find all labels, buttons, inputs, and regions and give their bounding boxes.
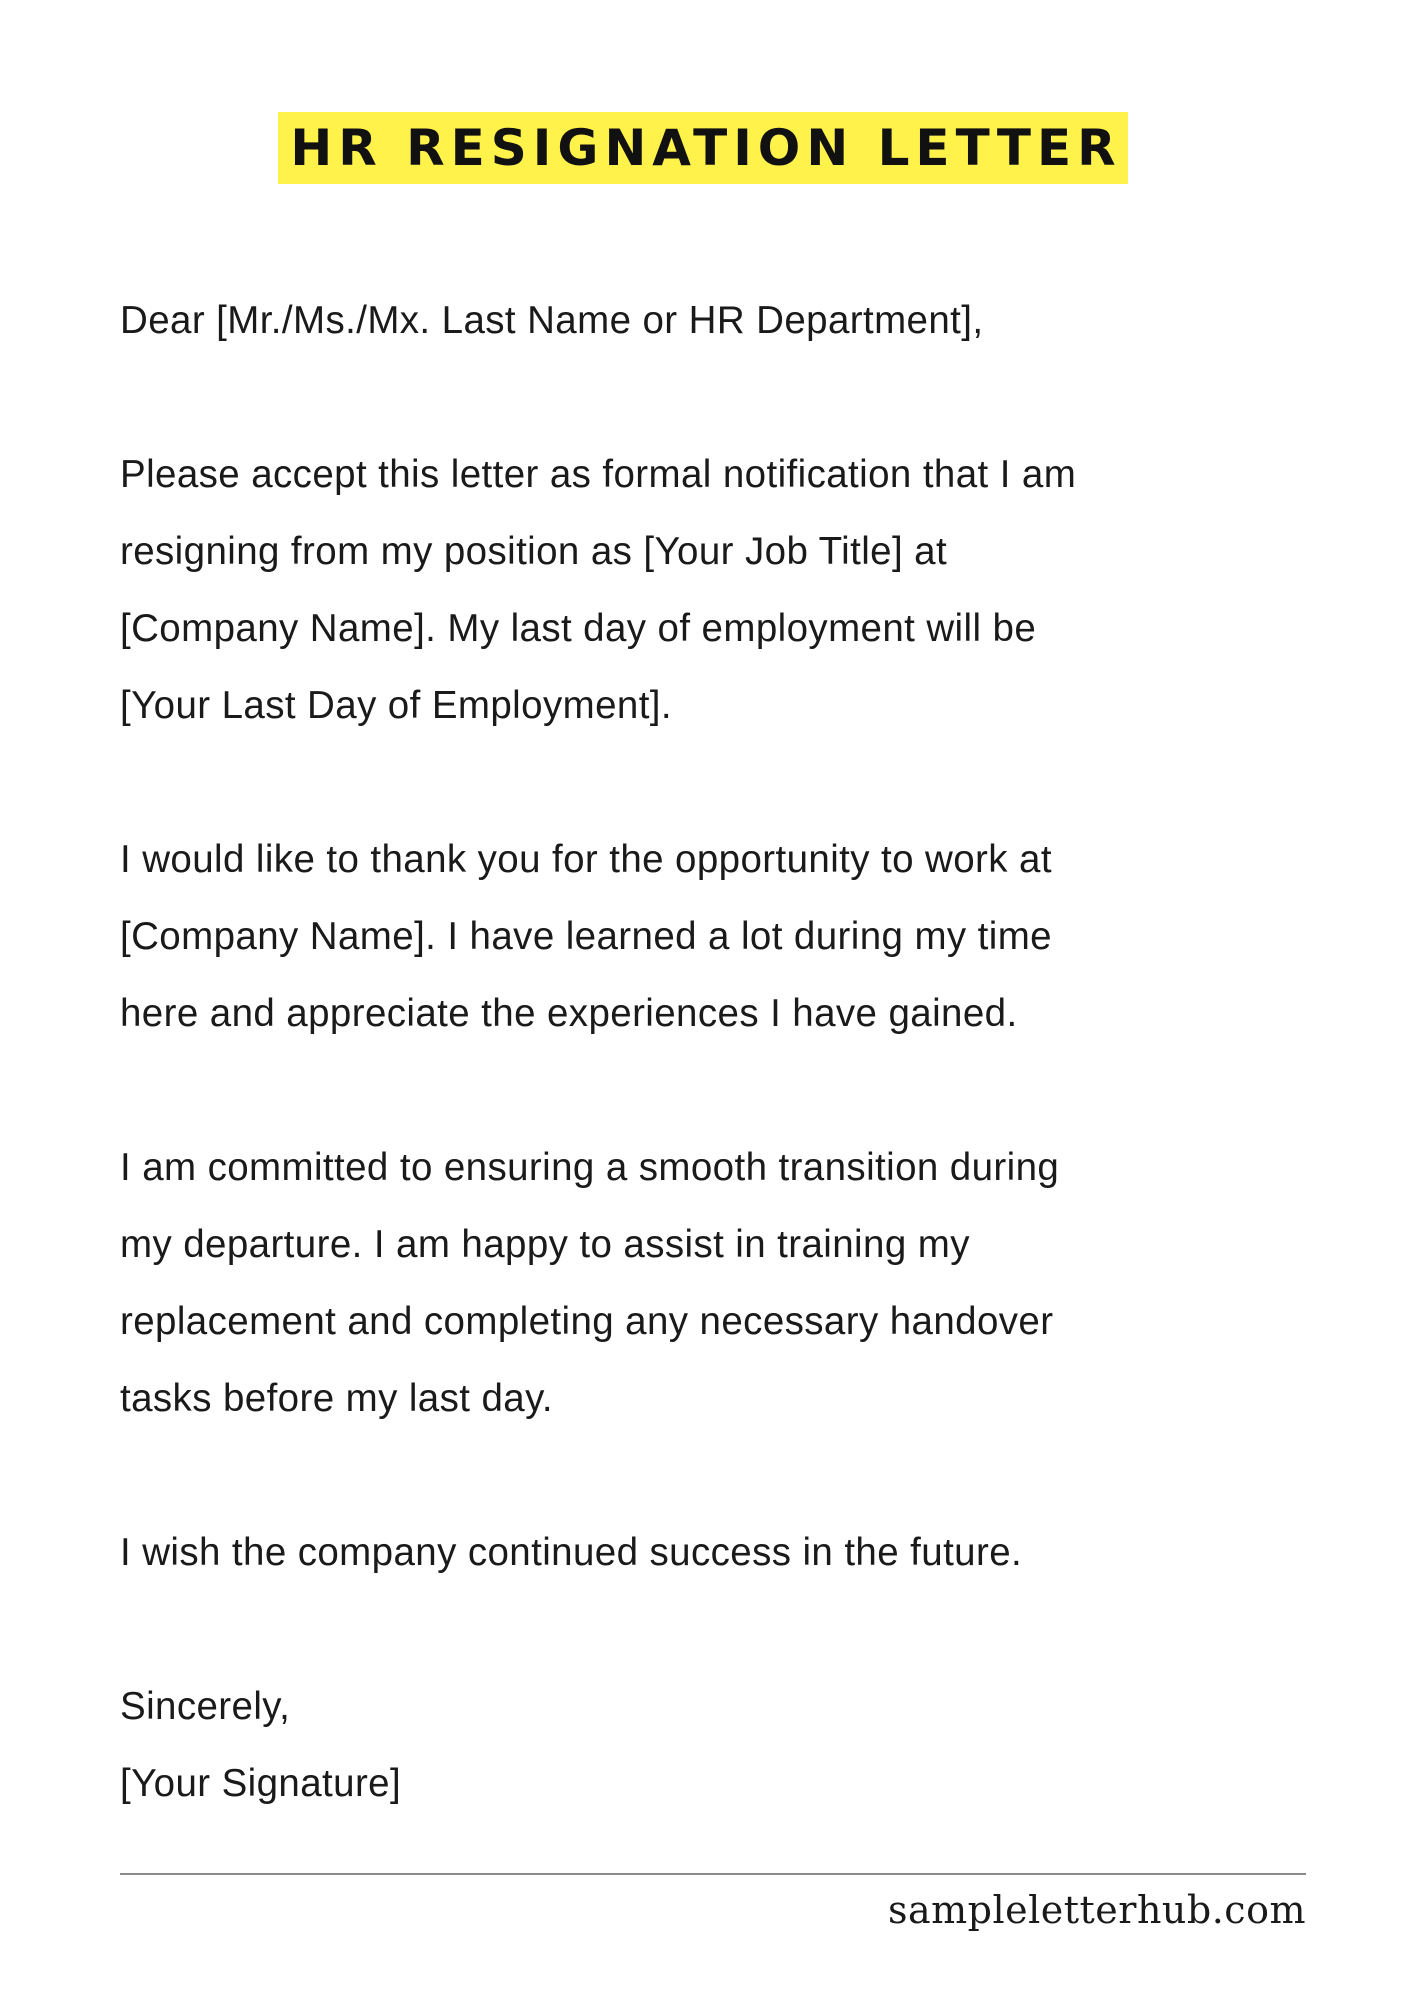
spacer	[120, 1437, 1320, 1514]
spacer	[120, 359, 1320, 436]
footer-divider	[120, 1873, 1306, 1875]
letter-body	[120, 282, 1320, 1822]
paragraph-3-line-2: my departure. I am happy to assist in training my	[120, 1223, 970, 1266]
paragraph-1-line-2: resigning from my position as [Your Job Title] at	[120, 530, 948, 573]
salutation: Dear [Mr./Ms./Mx. Last Name or HR Department],	[120, 299, 984, 342]
spacer	[120, 744, 1320, 821]
spacer	[120, 1591, 1320, 1668]
paragraph-3-line-3: replacement and completing any necessary handover	[120, 1300, 1054, 1343]
page-title: HR RESIGNATION LETTER	[278, 112, 1127, 184]
paragraph-1-line-4: [Your Last Day of Employment].	[120, 684, 672, 727]
paragraph-1-line-3: [Company Name]. My last day of employment will be	[120, 607, 1037, 650]
paragraph-1-line-1: Please accept this letter as formal notification that I am	[120, 453, 1077, 496]
paragraph-3-line-1: I am committed to ensuring a smooth transition during	[120, 1146, 1060, 1189]
paragraph-2-line-1: I would like to thank you for the opportunity to work at	[120, 838, 1052, 881]
title-wrap	[0, 112, 1414, 184]
spacer	[120, 1052, 1320, 1129]
closing: Sincerely,	[120, 1685, 291, 1728]
paragraph-2-line-3: here and appreciate the experiences I have gained.	[120, 992, 1018, 1035]
paragraph-3-line-4: tasks before my last day.	[120, 1377, 553, 1420]
paragraph-4-line-1: I wish the company continued success in the future.	[120, 1531, 1023, 1574]
signature: [Your Signature]	[120, 1762, 402, 1805]
paragraph-2-line-2: [Company Name]. I have learned a lot during my time	[120, 915, 1052, 958]
footer-website: sampleletterhub.com	[887, 1888, 1306, 1932]
